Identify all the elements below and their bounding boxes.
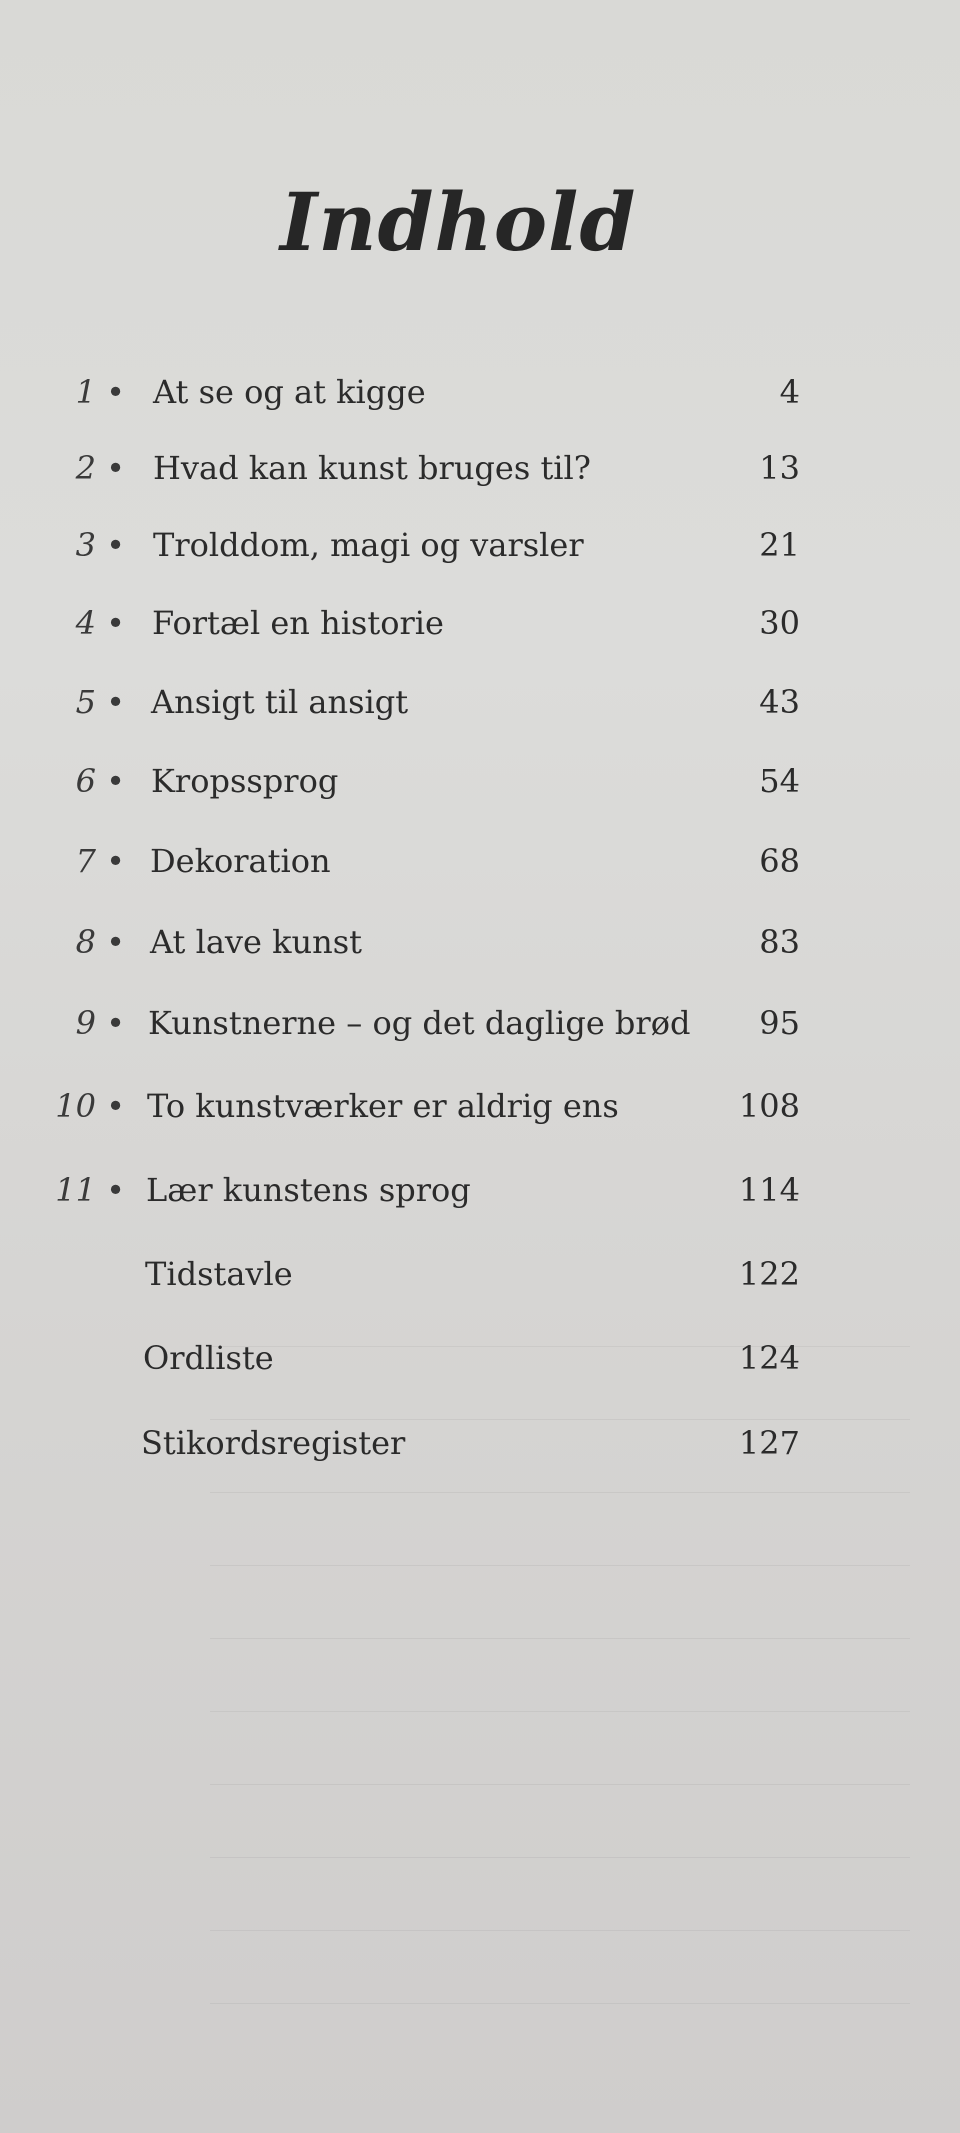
chapter-title: At lave kunst — [150, 923, 362, 961]
toc-entry — [0, 515, 960, 575]
toc-entry — [0, 1160, 960, 1220]
chapter-title: Fortæl en historie — [152, 604, 444, 642]
section-title: Ordliste — [143, 1339, 274, 1377]
toc-entry — [0, 593, 960, 653]
chapter-number: 8 • — [75, 923, 125, 961]
toc-entry — [0, 362, 960, 422]
chapter-title: Dekoration — [150, 842, 331, 880]
toc-entry — [0, 1413, 960, 1473]
toc-entry — [0, 912, 960, 972]
chapter-title: Hvad kan kunst bruges til? — [153, 449, 591, 487]
page-number: 108 — [738, 1087, 800, 1125]
chapter-number: 7 • — [75, 842, 125, 880]
page-title: Indhold — [280, 175, 637, 269]
chapter-title: To kunstværker er aldrig ens — [147, 1087, 619, 1125]
toc-entry — [0, 1076, 960, 1136]
page-number: 95 — [759, 1004, 800, 1042]
chapter-number: 2 • — [75, 449, 125, 487]
toc-entry — [0, 438, 960, 498]
chapter-number: 11 • — [55, 1171, 125, 1209]
chapter-number: 6 • — [75, 762, 125, 800]
chapter-number: 10 • — [55, 1087, 125, 1125]
chapter-number: 1 • — [75, 373, 125, 411]
toc-entry — [0, 672, 960, 732]
chapter-title: At se og at kigge — [153, 373, 426, 411]
page-number: 30 — [759, 604, 800, 642]
chapter-number: 9 • — [75, 1004, 125, 1042]
toc-entry — [0, 1244, 960, 1304]
toc-entry — [0, 993, 960, 1053]
chapter-number: 3 • — [75, 526, 125, 564]
page-number: 4 — [779, 373, 800, 411]
chapter-title: Lær kunstens sprog — [146, 1171, 471, 1209]
page-number: 13 — [759, 449, 800, 487]
page-number: 114 — [738, 1171, 800, 1209]
chapter-title: Kropssprog — [151, 762, 339, 800]
page-number: 127 — [738, 1424, 800, 1462]
page-number: 122 — [738, 1255, 800, 1293]
section-title: Stikordsregister — [141, 1424, 406, 1462]
chapter-title: Trolddom, magi og varsler — [153, 526, 584, 564]
page-number: 21 — [759, 526, 800, 564]
page-number: 43 — [759, 683, 800, 721]
page-number: 68 — [759, 842, 800, 880]
chapter-title: Kunstnerne – og det daglige brød — [148, 1004, 691, 1042]
toc-entry — [0, 831, 960, 891]
page-number: 83 — [759, 923, 800, 961]
page-number: 124 — [738, 1339, 800, 1377]
chapter-title: Ansigt til ansigt — [151, 683, 409, 721]
toc-entry — [0, 751, 960, 811]
page-number: 54 — [759, 762, 800, 800]
section-title: Tidstavle — [145, 1255, 293, 1293]
chapter-number: 5 • — [75, 683, 125, 721]
toc-entry — [0, 1328, 960, 1388]
chapter-number: 4 • — [75, 604, 125, 642]
